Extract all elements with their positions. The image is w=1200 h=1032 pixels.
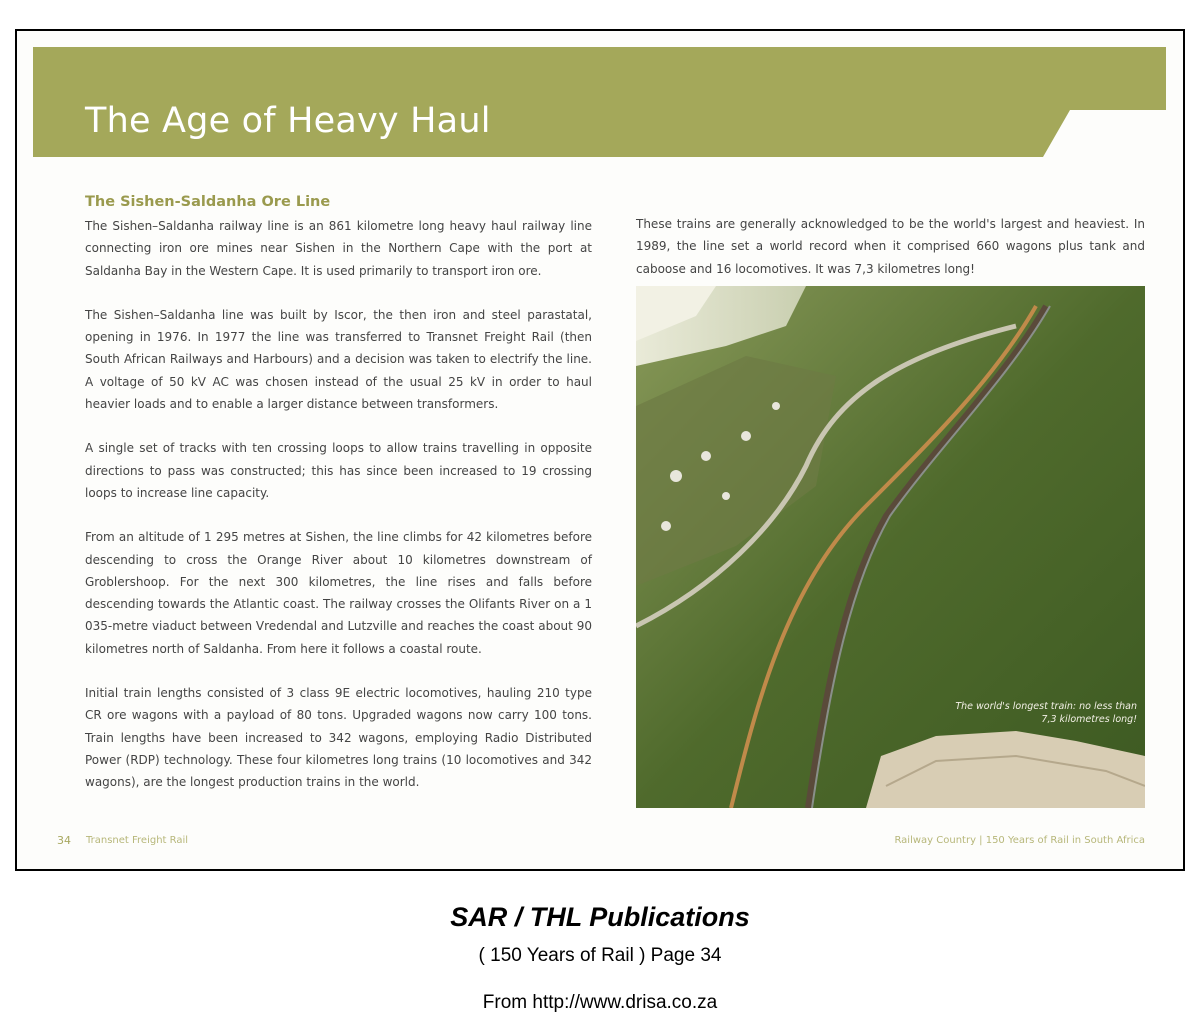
right-column-text: These trains are generally acknowledged to be the world's largest and heaviest. In 1989, the line set a world record when it comprised 660 wagons plus tank and caboose and 16 locomotives. It was 7,3 kilometres long! — [636, 217, 1145, 276]
caption-line: 7,3 kilometres long! — [1041, 714, 1137, 725]
publication-subtitle: ( 150 Years of Rail ) Page 34 — [478, 945, 722, 966]
page-number: 34 — [57, 834, 71, 847]
left-column — [85, 215, 592, 816]
caption-line: The world's longest train: no less than — [955, 701, 1137, 712]
publication-title: SAR / THL Publications — [450, 902, 750, 932]
paragraph: From an altitude of 1 295 metres at Sishen, the line climbs for 42 kilometres before descending to cross the Orange River about 10 kilometres downstream of Groblershoop. For the next 300 kilometres, the line rises and falls before descending towards the Atlantic coast. The railway crosses the Olifants River on a 1 035-metre viaduct between Vredendal and Lutzville and reaches the coast about 90 kilometres north of Saldanha. From here it follows a coastal route. — [85, 530, 592, 656]
page-title: The Age of Heavy Haul — [85, 101, 491, 141]
section-subheading: The Sishen-Saldanha Ore Line — [85, 194, 331, 210]
footer-left-label: Transnet Freight Rail — [86, 835, 189, 846]
title-banner — [33, 47, 1166, 157]
paragraph: A single set of tracks with ten crossing loops to allow trains travelling in opposite directions to pass was constructed; this has since been increased to 19 crossing loops to increase line capacity. — [85, 441, 592, 500]
photo-illustration — [636, 286, 1145, 808]
photo-caption — [917, 700, 1137, 726]
footer-right-label: Railway Country | 150 Years of Rail in South Africa — [894, 835, 1145, 846]
paragraph: The Sishen–Saldanha railway line is an 861 kilometre long heavy haul railway line connecting iron ore mines near Sishen in the Northern Cape with the port at Saldanha Bay in the Western Cape. It is used primarily to transport iron ore. — [85, 219, 592, 278]
paragraph: Initial train lengths consisted of 3 class 9E electric locomotives, hauling 210 type CR ore wagons with a payload of 80 tons. Upgraded wagons now carry 100 tons. Train lengths have been increased to 342 wagons, employing Radio Distributed Power (RDP) technology. These four kilometres long trains (10 locomotives and 342 wagons), are the longest production trains in the world. — [85, 686, 592, 790]
publication-source: From http://www.drisa.co.za — [482, 992, 718, 1013]
paragraph: The Sishen–Saldanha line was built by Iscor, the then iron and steel parastatal, opening in 1976. In 1977 the line was transferred to Transnet Freight Rail (then South African Railways and Harbours) and a decision was taken to electrify the line. A voltage of 50 kV AC was chosen instead of the usual 25 kV in order to haul heavier loads and to enable a larger distance between transformers. — [85, 307, 592, 412]
train-aerial-photo — [636, 286, 1145, 808]
